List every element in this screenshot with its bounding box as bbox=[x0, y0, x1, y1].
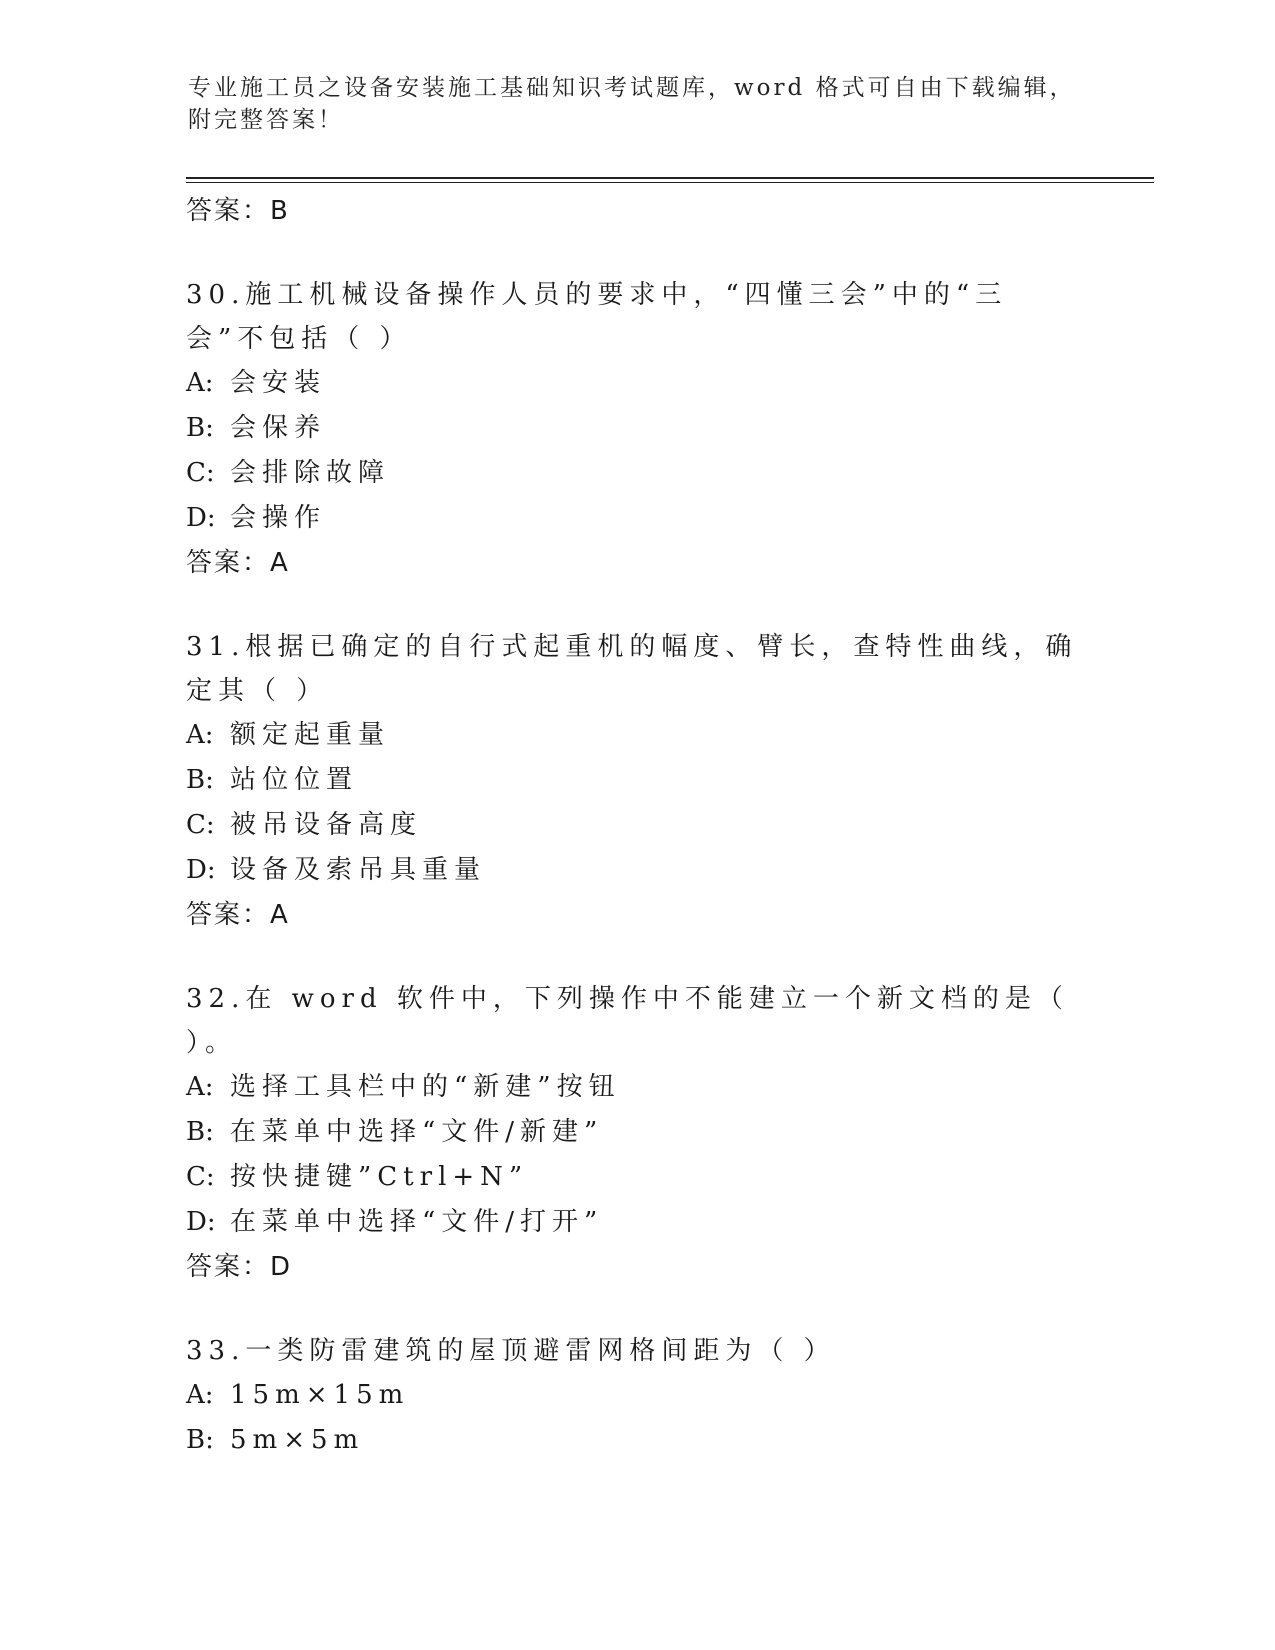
answer-31: 答案：A bbox=[186, 900, 290, 930]
answer-previous: 答案：B bbox=[186, 196, 290, 226]
option-letter: C: bbox=[186, 1162, 215, 1192]
option-text: 额定起重量 bbox=[230, 720, 391, 750]
option-text: 在菜单中选择“文件/打开” bbox=[230, 1207, 604, 1237]
option-text: 会排除故障 bbox=[230, 458, 391, 488]
option-a bbox=[186, 1065, 1086, 1110]
option-c bbox=[186, 803, 1086, 848]
question-30 bbox=[186, 273, 1086, 585]
option-letter: B: bbox=[186, 1425, 214, 1455]
question-text: 32.在 word 软件中，下列操作中不能建立一个新文档的是（ ）。 bbox=[186, 984, 1069, 1058]
option-text: 按快捷键”Ctrl+N” bbox=[230, 1162, 529, 1192]
option-b bbox=[186, 406, 1086, 451]
option-b bbox=[186, 758, 1086, 803]
answer-32: 答案：D bbox=[186, 1252, 293, 1282]
option-b bbox=[186, 1418, 1086, 1463]
question-33 bbox=[186, 1329, 1086, 1463]
option-text: 站位位置 bbox=[230, 765, 359, 795]
option-text: 被吊设备高度 bbox=[230, 810, 423, 840]
option-letter: B: bbox=[186, 765, 214, 795]
question-text: 33.一类防雷建筑的屋顶避雷网格间距为（ ） bbox=[186, 1336, 836, 1366]
question-text: 31.根据已确定的自行式起重机的幅度、臂长，查特性曲线，确定其（ ） bbox=[186, 632, 1078, 706]
option-c bbox=[186, 1155, 1086, 1200]
option-b bbox=[186, 1110, 1086, 1155]
option-text: 会安装 bbox=[230, 368, 327, 398]
option-text: 会保养 bbox=[230, 413, 327, 443]
option-letter: D: bbox=[186, 855, 216, 885]
option-a bbox=[186, 361, 1086, 406]
header-divider-thick bbox=[186, 177, 1154, 179]
answer-30: 答案：A bbox=[186, 548, 290, 578]
question-list bbox=[186, 185, 1086, 1463]
option-c bbox=[186, 451, 1086, 496]
option-a bbox=[186, 1373, 1086, 1418]
option-text: 选择工具栏中的“新建”按钮 bbox=[230, 1072, 621, 1102]
question-31 bbox=[186, 625, 1086, 937]
option-letter: B: bbox=[186, 413, 214, 443]
option-letter: A: bbox=[186, 720, 214, 750]
option-letter: A: bbox=[186, 1380, 214, 1410]
option-text: 5m×5m bbox=[230, 1425, 365, 1455]
option-letter: D: bbox=[186, 1207, 216, 1237]
option-letter: A: bbox=[186, 1072, 214, 1102]
option-d bbox=[186, 848, 1086, 893]
header-divider-thin bbox=[186, 182, 1154, 183]
question-text: 30.施工机械设备操作人员的要求中，“四懂三会”中的“三会”不包括（ ） bbox=[186, 280, 1008, 354]
option-d bbox=[186, 1200, 1086, 1245]
option-text: 15m×15m bbox=[230, 1380, 410, 1410]
option-text: 设备及索吊具重量 bbox=[230, 855, 487, 885]
option-letter: C: bbox=[186, 810, 215, 840]
option-letter: A: bbox=[186, 368, 214, 398]
question-32 bbox=[186, 977, 1086, 1289]
document-header: 专业施工员之设备安装施工基础知识考试题库，word 格式可自由下载编辑，附完整答案！ bbox=[188, 75, 1076, 133]
option-letter: C: bbox=[186, 458, 215, 488]
option-text: 在菜单中选择“文件/新建” bbox=[230, 1117, 604, 1147]
option-letter: D: bbox=[186, 503, 216, 533]
option-letter: B: bbox=[186, 1117, 214, 1147]
option-a bbox=[186, 713, 1086, 758]
option-text: 会操作 bbox=[230, 503, 327, 533]
option-d bbox=[186, 496, 1086, 541]
